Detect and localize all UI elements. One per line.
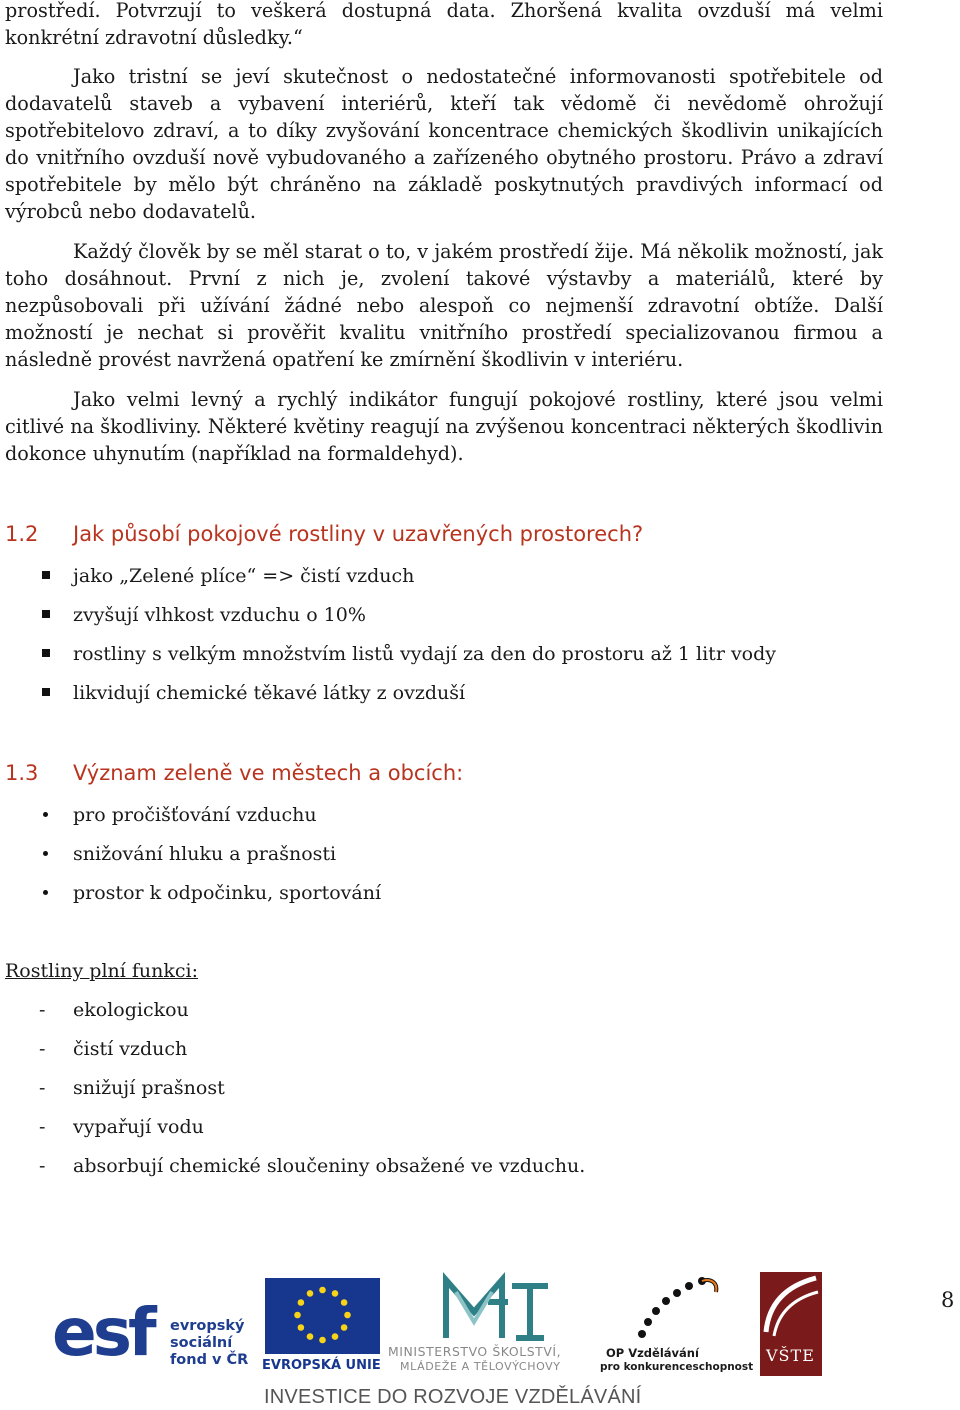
functions-title: Rostliny plní funkci:: [5, 960, 199, 982]
list-item: [5, 1035, 883, 1074]
dash-bullet-icon: -: [39, 999, 46, 1021]
eu-flag-icon: [265, 1278, 380, 1354]
list-item: [5, 996, 883, 1035]
section-title: Význam zeleně ve městech a obcích:: [73, 761, 464, 785]
eu-flag-logo: [262, 1278, 387, 1378]
op-vk-logo: [600, 1272, 754, 1376]
list-item: [5, 1113, 883, 1152]
eu-label: EVROPSKÁ UNIE: [262, 1358, 381, 1373]
list-item-text: prostor k odpočinku, sportování: [73, 882, 382, 904]
page-number: 8: [941, 1288, 955, 1312]
list-item: [5, 1074, 883, 1113]
section-title: Jak působí pokojové rostliny v uzavřených prostorech?: [73, 522, 644, 546]
list-item-text: čistí vzduch: [73, 1038, 188, 1060]
esf-logo-text: evropský sociální fond v ČR: [170, 1318, 249, 1368]
list-item: [5, 1152, 883, 1191]
round-bullet-icon: [5, 801, 73, 829]
list-item: [5, 801, 883, 840]
square-bullet-icon: [5, 679, 73, 707]
list-item-text: ekologickou: [73, 999, 189, 1021]
paragraph-consumer-information: Jako tristní se jeví skutečnost o nedostatečné informovanosti spotřebitele od dodavatelů staveb a vybavení interiérů, kteří tak vědomě či nevědomě ohrožují spotřebitelovo zdraví, a to díky zvyšování koncentrace chemických škodlivin unikajících do vnitřního ovzduší nově vybudovaného a zařízeného obytného prostoru. Právo a zdraví spotřebitele by mělo být chráněno na základě poskytnutých pravdivých informací od výrobců nebo dodavatelů.: [5, 65, 883, 223]
list-item-text: snižují prašnost: [73, 1077, 225, 1099]
dash-bullet-icon: -: [39, 1155, 46, 1177]
paragraph-living-environment: Každý člověk by se měl starat o to, v jakém prostředí žije. Má několik možností, jak toho dosáhnout. První z nich je, zvolení takové výstavby a materiálů, které by nezpůsobovali při užívání žádné nebo alespoň co nejmenší zdravotní obtíže. Další možností je nechat si prověřit kvalitu vnitřního prostředí specializovanou firmou a následně provést navržená opatření ke zmírnění škodlivin v interiéru.: [5, 240, 884, 371]
list-item: [5, 840, 883, 879]
section-number: 1.3: [5, 761, 39, 785]
list-item-text: rostliny s velkým množstvím listů vydají za den do prostoru až 1 litr vody: [73, 643, 777, 665]
investice-tagline: INVESTICE DO ROZVOJE VZDĚLÁVÁNÍ: [264, 1386, 642, 1408]
op-vk-arc-icon: [600, 1272, 740, 1344]
op-vk-label-line1: OP Vzdělávání: [606, 1346, 699, 1360]
dash-bullet-icon: -: [39, 1116, 46, 1138]
list-item: [5, 601, 883, 640]
dash-bullet-icon: -: [39, 1038, 46, 1060]
paragraph-quote-end: prostředí. Potvrzují to veškerá dostupná data. Zhoršená kvalita ovzduší má velmi konkrétní zdravotní důsledky.“: [5, 0, 883, 49]
op-vk-label-line2: pro konkurenceschopnost: [600, 1361, 754, 1373]
msmt-label-line2: MLÁDEŽE A TĚLOVÝCHOVY: [400, 1360, 561, 1373]
list-item-text: vypařují vodu: [73, 1116, 204, 1138]
esf-logo-mark: esf: [52, 1294, 153, 1371]
vste-logo: [760, 1272, 822, 1376]
section-heading-1-2: [5, 520, 643, 548]
round-bullet-icon: [5, 840, 73, 868]
dash-bullet-icon: -: [39, 1077, 46, 1099]
paragraph-plant-indicator: Jako velmi levný a rychlý indikátor fungují pokojové rostliny, které jsou velmi citlivé na škodliviny. Některé květiny reagují na zvýšenou koncentraci některých škodlivin dokonce uhynutím (například na formaldehyd).: [5, 388, 883, 465]
msmt-logo: [388, 1272, 608, 1376]
funding-logos-footer: [52, 1272, 822, 1410]
plant-functions-list: [5, 996, 883, 1191]
vste-emblem-icon: [760, 1272, 822, 1342]
list-item-text: jako „Zelené plíce“ => čistí vzduch: [73, 565, 415, 587]
section-heading-1-3: [5, 759, 463, 787]
square-bullet-icon: [5, 601, 73, 629]
msmt-label-line1: MINISTERSTVO ŠKOLSTVÍ,: [388, 1344, 562, 1359]
list-item: [5, 640, 883, 679]
square-bullet-icon: [5, 562, 73, 590]
list-item-text: zvyšují vlhkost vzduchu o 10%: [73, 604, 366, 626]
list-item: [5, 879, 883, 918]
list-item-text: snižování hluku a prašnosti: [73, 843, 337, 865]
section-number: 1.2: [5, 522, 39, 546]
list-item-text: likvidují chemické těkavé látky z ovzduší: [73, 682, 466, 704]
round-bullet-icon: [5, 879, 73, 907]
list-item: [5, 679, 883, 718]
square-bullet-icon: [5, 640, 73, 668]
vste-label: VŠTE: [766, 1346, 815, 1365]
houseplants-effects-list: [5, 562, 883, 718]
list-item-text: absorbují chemické sloučeniny obsažené ve vzduchu.: [73, 1155, 586, 1177]
list-item: [5, 562, 883, 601]
msmt-emblem-icon: [388, 1272, 608, 1344]
esf-logo: [52, 1294, 252, 1374]
list-item-text: pro pročišťování vzduchu: [73, 804, 317, 826]
urban-greenery-list: [5, 801, 883, 918]
